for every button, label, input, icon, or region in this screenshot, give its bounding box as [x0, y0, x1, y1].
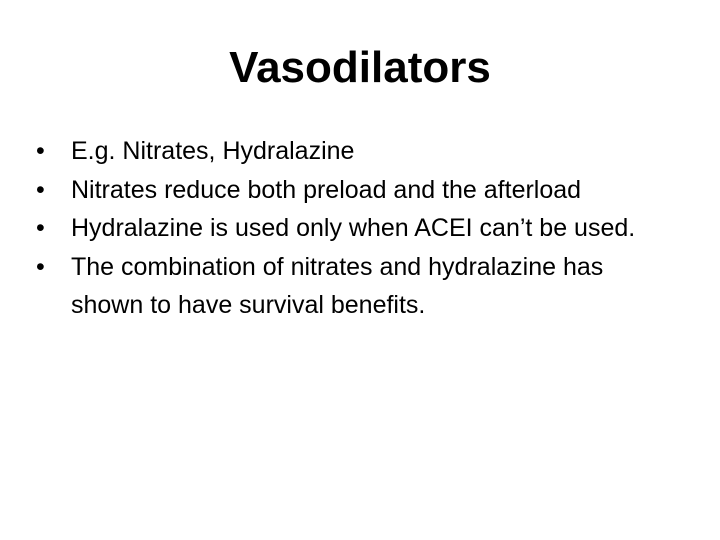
slide-title: Vasodilators: [229, 43, 491, 92]
bullet-text: The combination of nitrates and hydralazine has shown to have survival benefits.: [71, 252, 604, 319]
bullet-icon: •: [36, 252, 45, 281]
bullet-item: [36, 171, 672, 210]
bullet-text: Nitrates reduce both preload and the afterload: [71, 175, 582, 204]
bullet-icon: •: [36, 214, 45, 242]
bullet-icon: •: [36, 137, 45, 165]
bullet-text: E.g. Nitrates, Hydralazine: [71, 137, 355, 165]
bullet-icon: •: [36, 175, 45, 204]
bullet-list: [36, 132, 672, 325]
bullet-item: [36, 209, 672, 248]
bullet-item: [36, 132, 672, 171]
bullet-text: Hydralazine is used only when ACEI can’t be used.: [71, 214, 636, 242]
bullet-item: [36, 248, 672, 325]
